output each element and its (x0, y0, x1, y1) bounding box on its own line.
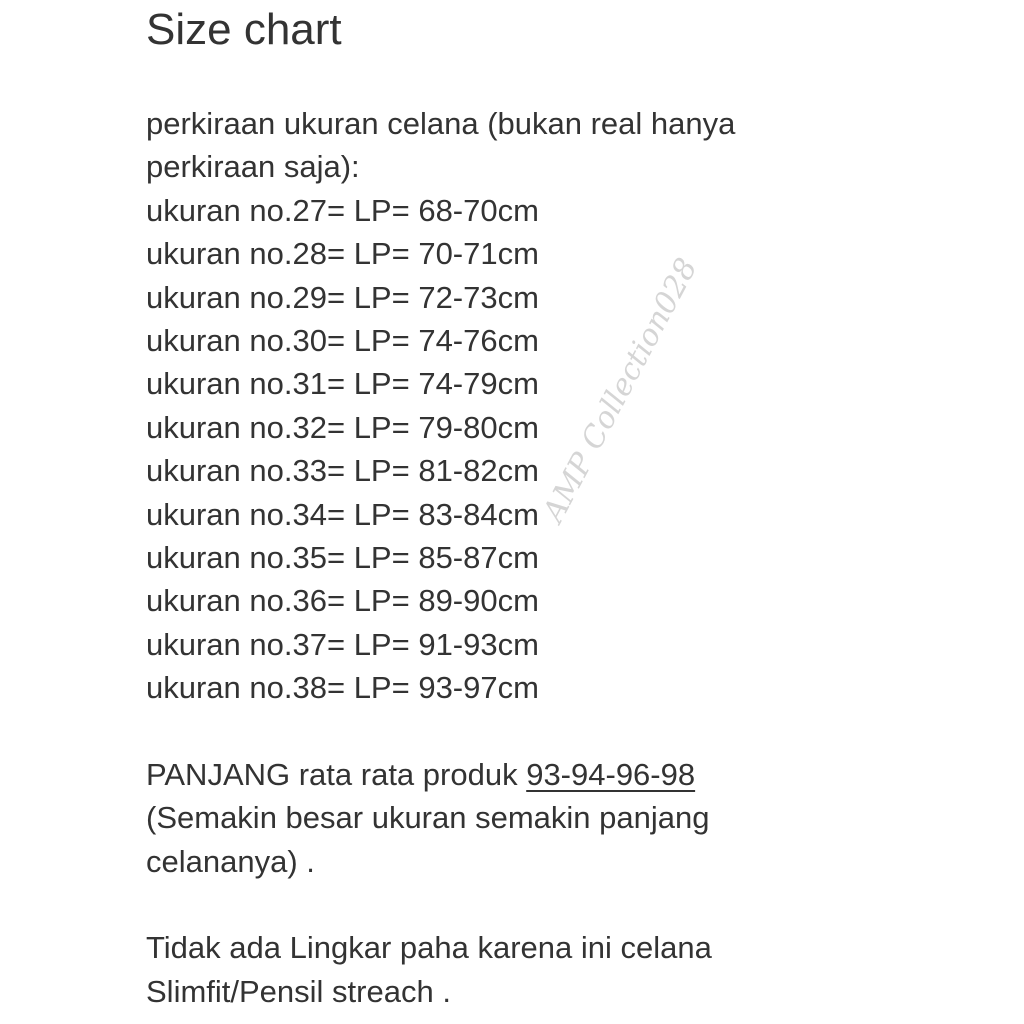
size-chart-text (146, 102, 1006, 1013)
size-item: ukuran no.28= LP= 70-71cm (146, 236, 539, 272)
size-list (146, 189, 1006, 710)
length-line-2: (Semakin besar ukuran semakin panjang (146, 800, 710, 836)
length-line-1 (146, 753, 1006, 796)
intro-line-2: perkiraan saja): (146, 149, 360, 185)
size-item: ukuran no.37= LP= 91-93cm (146, 626, 539, 662)
intro-line-1: perkiraan ukuran celana (bukan real hanya (146, 106, 736, 141)
note-line-1: Tidak ada Lingkar paha karena ini celana (146, 930, 712, 966)
length-prefix: PANJANG rata rata produk (146, 756, 527, 792)
size-item: ukuran no.29= LP= 72-73cm (146, 279, 539, 315)
spacer (146, 709, 1006, 752)
size-item: ukuran no.31= LP= 74-79cm (146, 366, 539, 402)
note-line-2: Slimfit/Pensil streach . (146, 973, 451, 1009)
size-item: ukuran no.30= LP= 74-76cm (146, 322, 539, 358)
size-item: ukuran no.38= LP= 93-97cm (146, 670, 539, 706)
length-line-3: celananya) . (146, 843, 315, 879)
size-item: ukuran no.27= LP= 68-70cm (146, 192, 539, 228)
length-values: 93-94-96-98 (526, 756, 696, 792)
size-item: ukuran no.36= LP= 89-90cm (146, 583, 539, 619)
size-item: ukuran no.33= LP= 81-82cm (146, 453, 539, 489)
size-item: ukuran no.35= LP= 85-87cm (146, 539, 539, 575)
page-title: Size chart (146, 5, 342, 54)
size-item: ukuran no.34= LP= 83-84cm (146, 496, 539, 532)
svg-text:AMP Collection028: AMP Collection028 (536, 252, 705, 528)
spacer (146, 883, 1006, 926)
size-item: ukuran no.32= LP= 79-80cm (146, 409, 539, 445)
